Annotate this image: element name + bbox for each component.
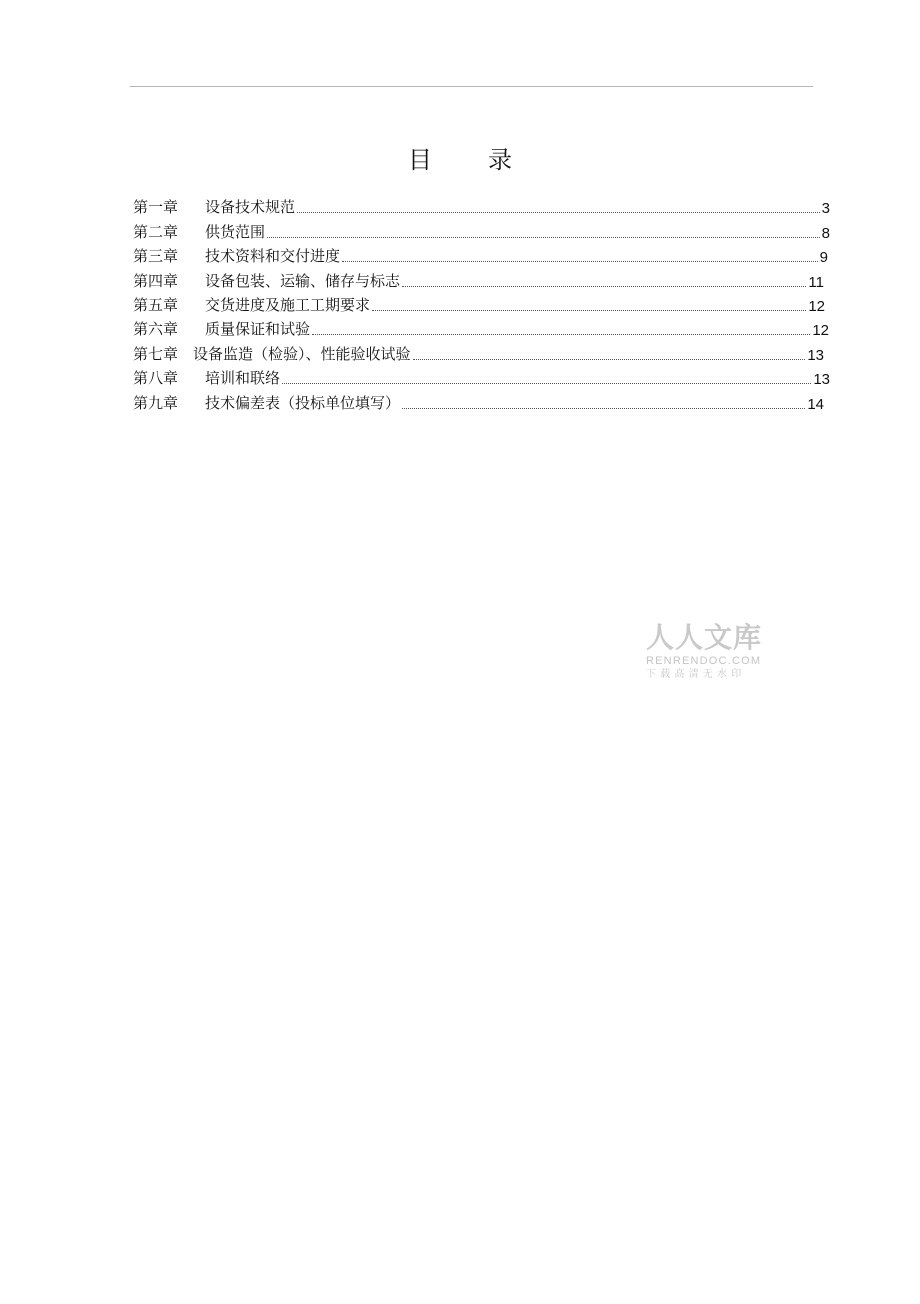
toc-entry[interactable] [133, 339, 824, 363]
toc-dot-leader [312, 334, 810, 335]
toc-chapter-number: 第八章 [133, 369, 179, 388]
toc-page-number: 9 [819, 249, 828, 267]
toc-heading: 供货范围 [205, 222, 266, 241]
toc-entry[interactable] [133, 266, 824, 290]
toc-chapter-number: 第六章 [133, 320, 179, 339]
toc-entry[interactable] [133, 242, 828, 266]
toc-dot-leader [372, 310, 806, 311]
toc-page-number: 3 [821, 200, 830, 218]
toc-entry[interactable] [133, 217, 830, 241]
toc-page-number: 12 [812, 322, 829, 340]
toc-chapter-number: 第五章 [133, 295, 179, 314]
toc-heading: 质量保证和试验 [205, 320, 311, 339]
watermark-tagline: 下载高清无水印 [646, 669, 746, 680]
toc-dot-leader [413, 359, 806, 360]
toc-dot-leader [297, 212, 820, 213]
watermark [646, 622, 776, 682]
toc-chapter-number: 第三章 [133, 247, 179, 266]
toc-heading: 技术偏差表（投标单位填写） [205, 393, 401, 412]
toc-heading: 设备包装、运输、储存与标志 [205, 271, 401, 290]
toc-entry[interactable] [133, 291, 825, 315]
toc-dot-leader [267, 237, 820, 238]
toc-heading: 培训和联络 [205, 369, 281, 388]
toc-page-number: 14 [807, 395, 824, 413]
toc-entry[interactable] [133, 193, 830, 217]
toc-page-number: 13 [807, 346, 824, 364]
toc-chapter-number: 第九章 [133, 393, 179, 412]
toc-page-number: 13 [813, 371, 830, 389]
toc-chapter-number: 第二章 [133, 222, 179, 241]
watermark-url: RENRENDOC.COM [646, 655, 762, 667]
toc-chapter-number: 第一章 [133, 198, 179, 217]
toc-heading: 交货进度及施工工期要求 [205, 295, 371, 314]
toc-page-number: 11 [808, 273, 824, 291]
watermark-logo: 人人文库 [646, 621, 763, 654]
toc-dot-leader [402, 408, 805, 409]
table-of-contents [133, 193, 833, 413]
toc-entry[interactable] [133, 364, 830, 388]
toc-title: 目录 [408, 146, 568, 174]
toc-heading: 技术资料和交付进度 [205, 247, 341, 266]
toc-entry[interactable] [133, 315, 829, 339]
toc-heading: 设备监造（检验）、性能验收试验 [193, 344, 411, 363]
toc-page-number: 8 [821, 224, 830, 242]
toc-dot-leader [342, 261, 818, 262]
toc-page-number: 12 [808, 297, 825, 315]
header-rule [130, 86, 813, 87]
toc-chapter-number: 第七章 [133, 344, 179, 363]
toc-heading: 设备技术规范 [205, 198, 296, 217]
toc-dot-leader [282, 383, 811, 384]
toc-entry[interactable] [133, 388, 824, 412]
toc-dot-leader [402, 286, 806, 287]
toc-chapter-number: 第四章 [133, 271, 179, 290]
